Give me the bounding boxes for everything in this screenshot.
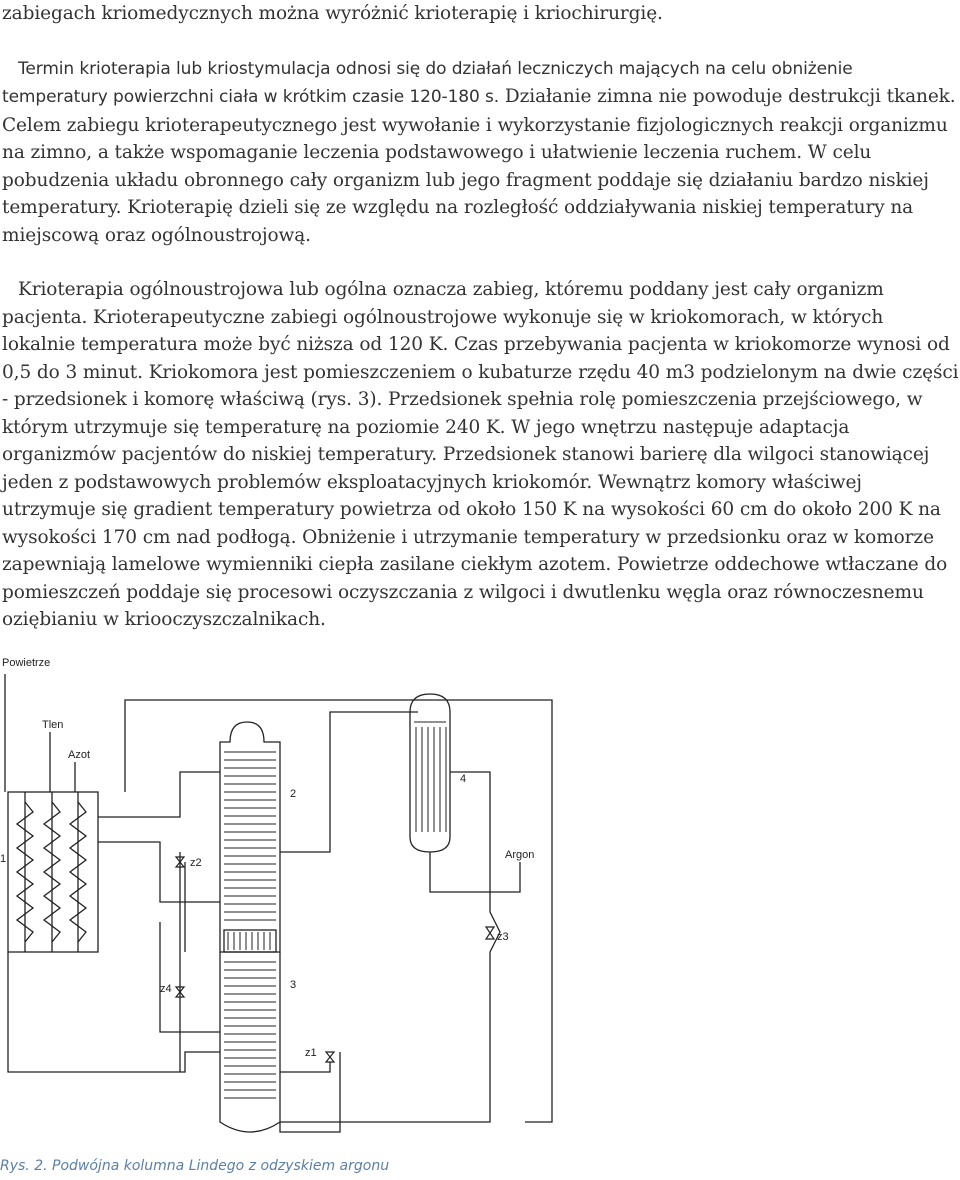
figure-caption: Rys. 2. Podwójna kolumna Lindego z odzyskiem argonu: [0, 1158, 390, 1174]
paragraph-1-part-1: Termin krioterapia lub kriostymulacja odnosi się do działań leczniczych mających na celu obniżenie temperatury powierzchni ciała w krótkim czasie 120-180 s.: [2, 58, 853, 107]
label-4: 4: [460, 773, 467, 785]
linde-column-diagram: [0, 652, 560, 1152]
paragraph-1-part-2: Działanie zimna nie powoduje destrukcji tkanek. Celem zabiegu krioterapeutycznego jest wywołanie i wykorzystanie fizjologicznych reakcji organizmu na zimno, a także wspomaganie leczenia podstawowego i ułatwienie leczenia ruchem. W celu pobudzenia układu obronnego cały organizm lub jego fragment poddaje się działaniu bardzo niskiej temperatury. Krioterapię dzieli się ze względu na rozległość oddziaływania niskiej temperatury na miejscową oraz ogólnoustrojową.: [2, 86, 956, 246]
label-tlen: Tlen: [42, 719, 64, 731]
paragraph-1: [0, 55, 960, 250]
label-argon: Argon: [505, 849, 535, 861]
paragraph-2: Krioterapia ogólnoustrojowa lub ogólna oznacza zabieg, któremu poddany jest cały organizm pacjenta. Krioterapeutyczne zabiegi ogólnoustrojowe wykonuje się w kriokomorach, w których lokalnie temperatura może być niższa od 120 K. Czas przebywania pacjenta w kriokomorze wynosi od 0,5 do 3 minut. Kriokomora jest pomieszczeniem o kubaturze rzędu 40 m3 podzielonym na dwie części - przedsionek i komorę właściwą (rys. 3). Przedsionek spełnia rolę pomieszczenia przejściowego, w którym utrzymuje się temperaturę na poziomie 240 K. W jego wnętrzu następuje adaptacja organizmów pacjentów do niskiej temperatury. Przedsionek stanowi barierę dla wilgoci stanowiącej jeden z podstawowych problemów eksploatacyjnych kriokomór. Wewnątrz komory właściwej utrzymuje się gradient temperatury powietrza od około 150 K na wysokości 60 cm do około 200 K na wysokości 170 cm nad podłogą. Obniżenie i utrzymanie temperatury w przedsionku oraz w komorze zapewniają lamelowe wymienniki ciepła zasilane ciekłym azotem. Powietrze oddechowe wtłaczane do pomieszczeń poddaje się procesowi oczyszczania z wilgoci i dwutlenku węgla oraz równoczesnemu oziębianiu w kriooczyszczalnikach.: [2, 279, 959, 630]
label-z3: z3: [497, 931, 509, 943]
label-z4: z4: [160, 983, 172, 995]
label-azot: Azot: [68, 749, 91, 761]
label-2: 2: [290, 788, 297, 800]
label-z2: z2: [190, 857, 202, 869]
label-powietrze: Powietrze: [2, 657, 51, 669]
label-3: 3: [290, 979, 297, 991]
paragraph-top: zabiegach kriomedycznych można wyróżnić krioterapię i kriochirurgię.: [2, 3, 663, 24]
label-1: 1: [0, 853, 7, 865]
label-z1: z1: [305, 1047, 317, 1059]
